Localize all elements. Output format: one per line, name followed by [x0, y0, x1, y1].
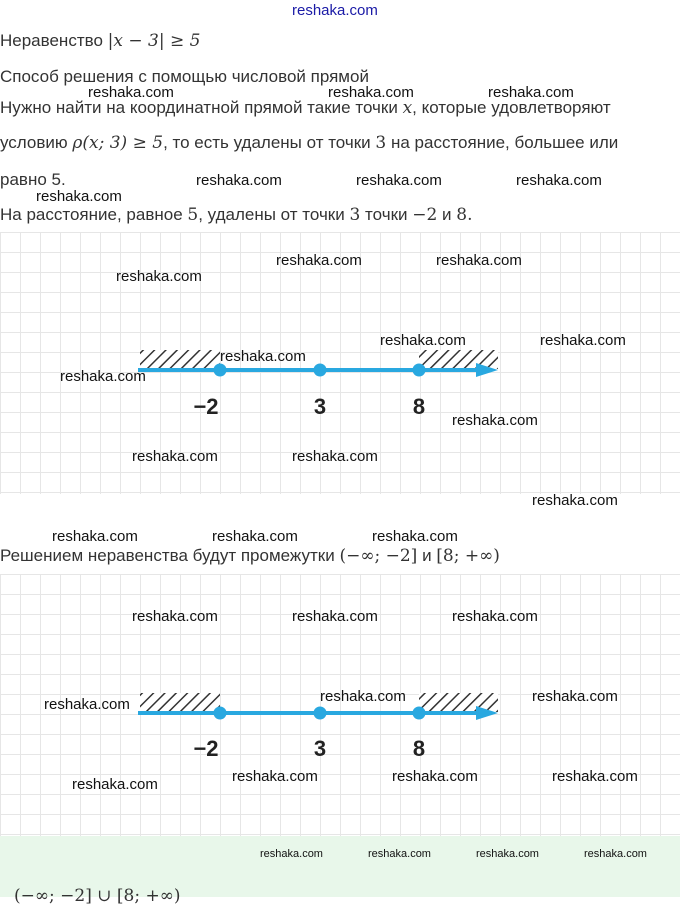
math-num: 5: [187, 205, 199, 225]
watermark: reshaka.com: [260, 848, 323, 860]
watermark: reshaka.com: [60, 368, 146, 385]
hatch-right: [419, 693, 498, 712]
paragraph-2: [0, 205, 473, 225]
hatch-left: [140, 693, 220, 712]
watermark: reshaka.com: [232, 768, 318, 785]
watermark: reshaka.com: [356, 172, 442, 189]
point-8: [413, 364, 426, 377]
text: , которые удовлетворяют: [412, 98, 611, 117]
text: точки: [365, 205, 408, 224]
watermark: reshaka.com: [44, 696, 130, 713]
watermark: reshaka.com: [212, 528, 298, 545]
math-x: x: [402, 98, 413, 118]
watermark: reshaka.com: [584, 848, 647, 860]
text: Нужно найти на координатной прямой такие точки: [0, 98, 398, 117]
watermark: reshaka.com: [540, 332, 626, 349]
watermark: reshaka.com: [292, 608, 378, 625]
watermark: reshaka.com: [532, 688, 618, 705]
site-link[interactable]: reshaka.com: [292, 2, 378, 19]
math-num: 3: [349, 205, 361, 225]
answer-text: (−∞; −2] ∪ [8; +∞): [14, 886, 181, 906]
interval-1: (−∞; −2]: [339, 546, 418, 566]
hatch-left: [140, 350, 220, 369]
solution-line: [0, 546, 500, 566]
watermark: reshaka.com: [132, 608, 218, 625]
watermark: reshaka.com: [392, 768, 478, 785]
watermark: reshaka.com: [328, 84, 414, 101]
watermark: reshaka.com: [452, 608, 538, 625]
watermark: reshaka.com: [516, 172, 602, 189]
watermark: reshaka.com: [488, 84, 574, 101]
point-minus-2: [214, 364, 227, 377]
point-8: [413, 707, 426, 720]
paragraph-line-1: [0, 98, 611, 118]
method-heading: Способ решения с помощью числовой прямой: [0, 67, 369, 86]
watermark: reshaka.com: [368, 848, 431, 860]
math-condition: ρ(x; 3) ≥ 5: [72, 133, 164, 153]
watermark: reshaka.com: [452, 412, 538, 429]
point-minus-2: [214, 707, 227, 720]
text: На расстояние, равное: [0, 205, 183, 224]
math-num: 8.: [456, 205, 473, 225]
watermark: reshaka.com: [276, 252, 362, 269]
watermark: reshaka.com: [72, 776, 158, 793]
text: на расстояние, большее или: [390, 133, 619, 152]
watermark: reshaka.com: [132, 448, 218, 465]
watermark: reshaka.com: [220, 348, 306, 365]
text: , то есть удалены от точки: [163, 133, 371, 152]
title-prefix: Неравенство: [0, 31, 103, 50]
text: , удалены от точки: [198, 205, 345, 224]
watermark: reshaka.com: [372, 528, 458, 545]
point-3: [314, 364, 327, 377]
watermark: reshaka.com: [532, 492, 618, 509]
watermark: reshaka.com: [52, 528, 138, 545]
title-math: |x − 3| ≥ 5: [107, 31, 201, 51]
label-3: 3: [313, 394, 327, 419]
answer-box: [0, 836, 680, 906]
text: условию: [0, 133, 68, 152]
watermark: reshaka.com: [196, 172, 282, 189]
interval-2: [8; +∞): [436, 546, 500, 566]
text: и: [422, 546, 432, 565]
math-num: 3: [375, 133, 387, 153]
watermark: reshaka.com: [116, 268, 202, 285]
watermark: reshaka.com: [88, 84, 174, 101]
text: и: [442, 205, 452, 224]
label-8: 8: [412, 736, 426, 761]
point-3: [314, 707, 327, 720]
watermark: reshaka.com: [476, 848, 539, 860]
paragraph-line-2: [0, 133, 618, 153]
watermark: reshaka.com: [36, 188, 122, 205]
paragraph-line-3: равно 5.: [0, 170, 66, 189]
label-minus-2: −2: [193, 394, 219, 419]
label-minus-2: −2: [193, 736, 219, 761]
problem-title: [0, 31, 200, 51]
hatch-right: [419, 350, 498, 369]
math-num: −2: [412, 205, 438, 225]
watermark: reshaka.com: [380, 332, 466, 349]
watermark: reshaka.com: [292, 448, 378, 465]
text: Решением неравенства будут промежутки: [0, 546, 335, 565]
label-3: 3: [313, 736, 327, 761]
label-8: 8: [412, 394, 426, 419]
watermark: reshaka.com: [320, 688, 406, 705]
watermark: reshaka.com: [552, 768, 638, 785]
watermark: reshaka.com: [436, 252, 522, 269]
